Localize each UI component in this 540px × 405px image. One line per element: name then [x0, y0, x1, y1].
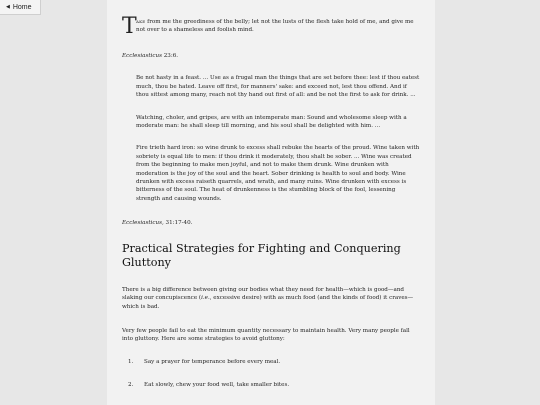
paragraph-2: Very few people fail to eat the minimum quantity necessary to maintain health. Very many people fall into gluttony. Here are some strategies to avoid gluttony:: [122, 327, 410, 343]
paragraph-1-ie: i.e.: [201, 295, 210, 302]
quote-3: Fire trieth hard iron: so wine drunk to excess shall rebuke the hearts of the proud. Wine taken with sobriety is equal life to men: if thou drink it moderately, thou shalt be sober. ... Wine was created from the beginning to make men joyful, and not to make them drunk. Wine drunken with moderation is the joy of the soul and the heart. Sober drinking is health to soul and body. Wine drunken with excess raiseth quarrels, and wrath, and many ruins. Wine drunken with excess is bitterness of the soul. The heat of drunkenness is the stumbling block of the fool, lessening strength and causing wounds.: [136, 145, 420, 202]
section-heading: Practical Strategies for Fighting and Conquering Gluttony: [122, 241, 401, 269]
opening-text: from me the greediness of the belly; let not the lusts of the flesh take hold of me, and give me not over to a shameless and foolish mind.: [136, 19, 414, 34]
home-button[interactable]: [0, 0, 41, 15]
citation-2-book: Ecclesiasticus,: [122, 220, 164, 227]
quote-2: Watching, choler, and gripes, are with an intemperate man: Sound and wholesome sleep with a moderate man: he shall sleep till morning, and his soul shall be delighted with him. ...: [136, 114, 407, 130]
citation-1: [122, 52, 420, 60]
paragraph-1-before: There is a big difference between giving our bodies what they need for health—which is good—and slaking our concupiscence (: [122, 286, 405, 302]
citation-1-ref: 23:6.: [161, 53, 179, 59]
drop-cap: T: [122, 14, 137, 39]
citation-2: [122, 219, 420, 227]
back-arrow-icon: ◀: [6, 4, 10, 10]
list-item-text: Eat slowly, chew your food well, take smaller bites.: [144, 382, 290, 389]
citation-2-ref: 31:17-40.: [163, 220, 193, 227]
list-item-number: 1.: [128, 358, 134, 365]
home-button-label: Home: [12, 3, 32, 11]
quote-1: Be not hasty in a feast. ... Use as a frugal man the things that are set before thee: lest if thou eatest much, thou be hated. Leave off first, for manners' sake: and exceed not, lest thou offend. And if thou sittest among many, reach not thy hand out first of all: and be not the first to ask for drink. ...: [136, 75, 420, 99]
article-content: [122, 14, 420, 405]
paragraph-1-after: , excessive desire) with as much food (and the kinds of food) it craves—which is bad.: [122, 295, 414, 310]
paragraph-1: [122, 286, 420, 311]
list-item-number: 2.: [128, 382, 134, 389]
opening-paragraph: [122, 14, 420, 39]
list-item: [122, 358, 420, 366]
list-item-text: Say a prayer for temperance before every meal.: [144, 358, 281, 365]
opening-smallcaps: ake: [136, 19, 146, 25]
citation-1-book: Ecclesiasticus: [122, 53, 162, 59]
strategy-list: [122, 358, 420, 390]
list-item: [122, 381, 420, 389]
